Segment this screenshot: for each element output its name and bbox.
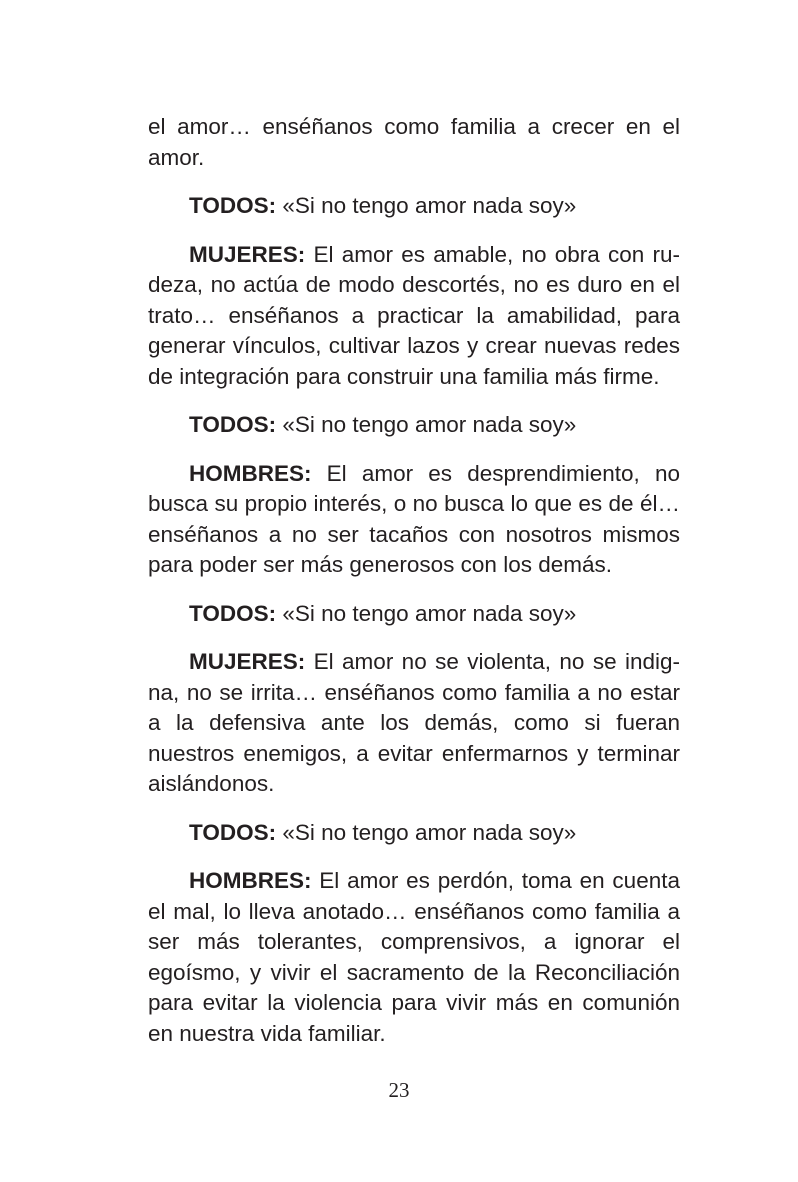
paragraph-text: El amor es desprendimiento, no busca su propio interés, o no busca lo que es de él… enséñanos a no ser tacaños con nosotros mismos para poder ser más generosos con los demás. bbox=[148, 460, 680, 577]
paragraph-text: El amor no se violenta, no se indigna, no se irrita… enséñanos como familia a no estar a la defensiva ante los demás, como si fueran nuestros enemigos, a evitar enfermarnos y terminar aislándonos. bbox=[148, 649, 680, 796]
paragraph-text: «Si no tengo amor nada soy» bbox=[276, 193, 577, 218]
paragraph-mujeres bbox=[148, 240, 680, 393]
paragraph-todos-response bbox=[148, 818, 680, 849]
speaker-label: TODOS: bbox=[189, 600, 277, 626]
speaker-label: TODOS: bbox=[189, 193, 277, 218]
paragraph-todos-response bbox=[148, 410, 680, 441]
speaker-label: HOMBRES: bbox=[189, 868, 312, 893]
speaker-label: MUJERES: bbox=[189, 649, 306, 674]
paragraph-text: «Si no tengo amor nada soy» bbox=[276, 412, 577, 437]
paragraph-text: el amor… enséñanos como familia a crecer en el amor. bbox=[148, 114, 680, 170]
paragraph-text: «Si no tengo amor nada soy» bbox=[276, 819, 577, 845]
paragraph-text: El amor es amable, no obra con rudeza, no actúa de modo descortés, no es duro en el trato… enséñanos a practicar la amabilidad, para generar vínculos, cultivar lazos y crear nuevas redes de integración para construir una familia más firme. bbox=[148, 241, 680, 389]
paragraph-hombres bbox=[148, 866, 680, 1049]
paragraph-todos-response bbox=[148, 191, 680, 222]
paragraph-todos-response bbox=[148, 599, 680, 630]
paragraph-text: El amor es perdón, toma en cuenta el mal, lo lleva anotado… enséñanos como familia a ser más tolerantes, comprensivos, a ignorar el egoísmo, y vivir el sacramento de la Reconciliación para evitar la violencia para vivir más en comunión en nuestra vida familiar. bbox=[148, 868, 680, 1046]
speaker-label: TODOS: bbox=[189, 412, 277, 437]
paragraph-hombres bbox=[148, 459, 680, 581]
page-number: 23 bbox=[388, 1078, 410, 1102]
speaker-label: HOMBRES: bbox=[189, 460, 312, 486]
speaker-label: TODOS: bbox=[189, 819, 277, 845]
page-body bbox=[148, 112, 680, 1049]
speaker-label: MUJERES: bbox=[189, 241, 306, 267]
paragraph-continuation bbox=[148, 112, 680, 173]
paragraph-mujeres bbox=[148, 647, 680, 800]
paragraph-text: «Si no tengo amor nada soy» bbox=[276, 600, 577, 626]
